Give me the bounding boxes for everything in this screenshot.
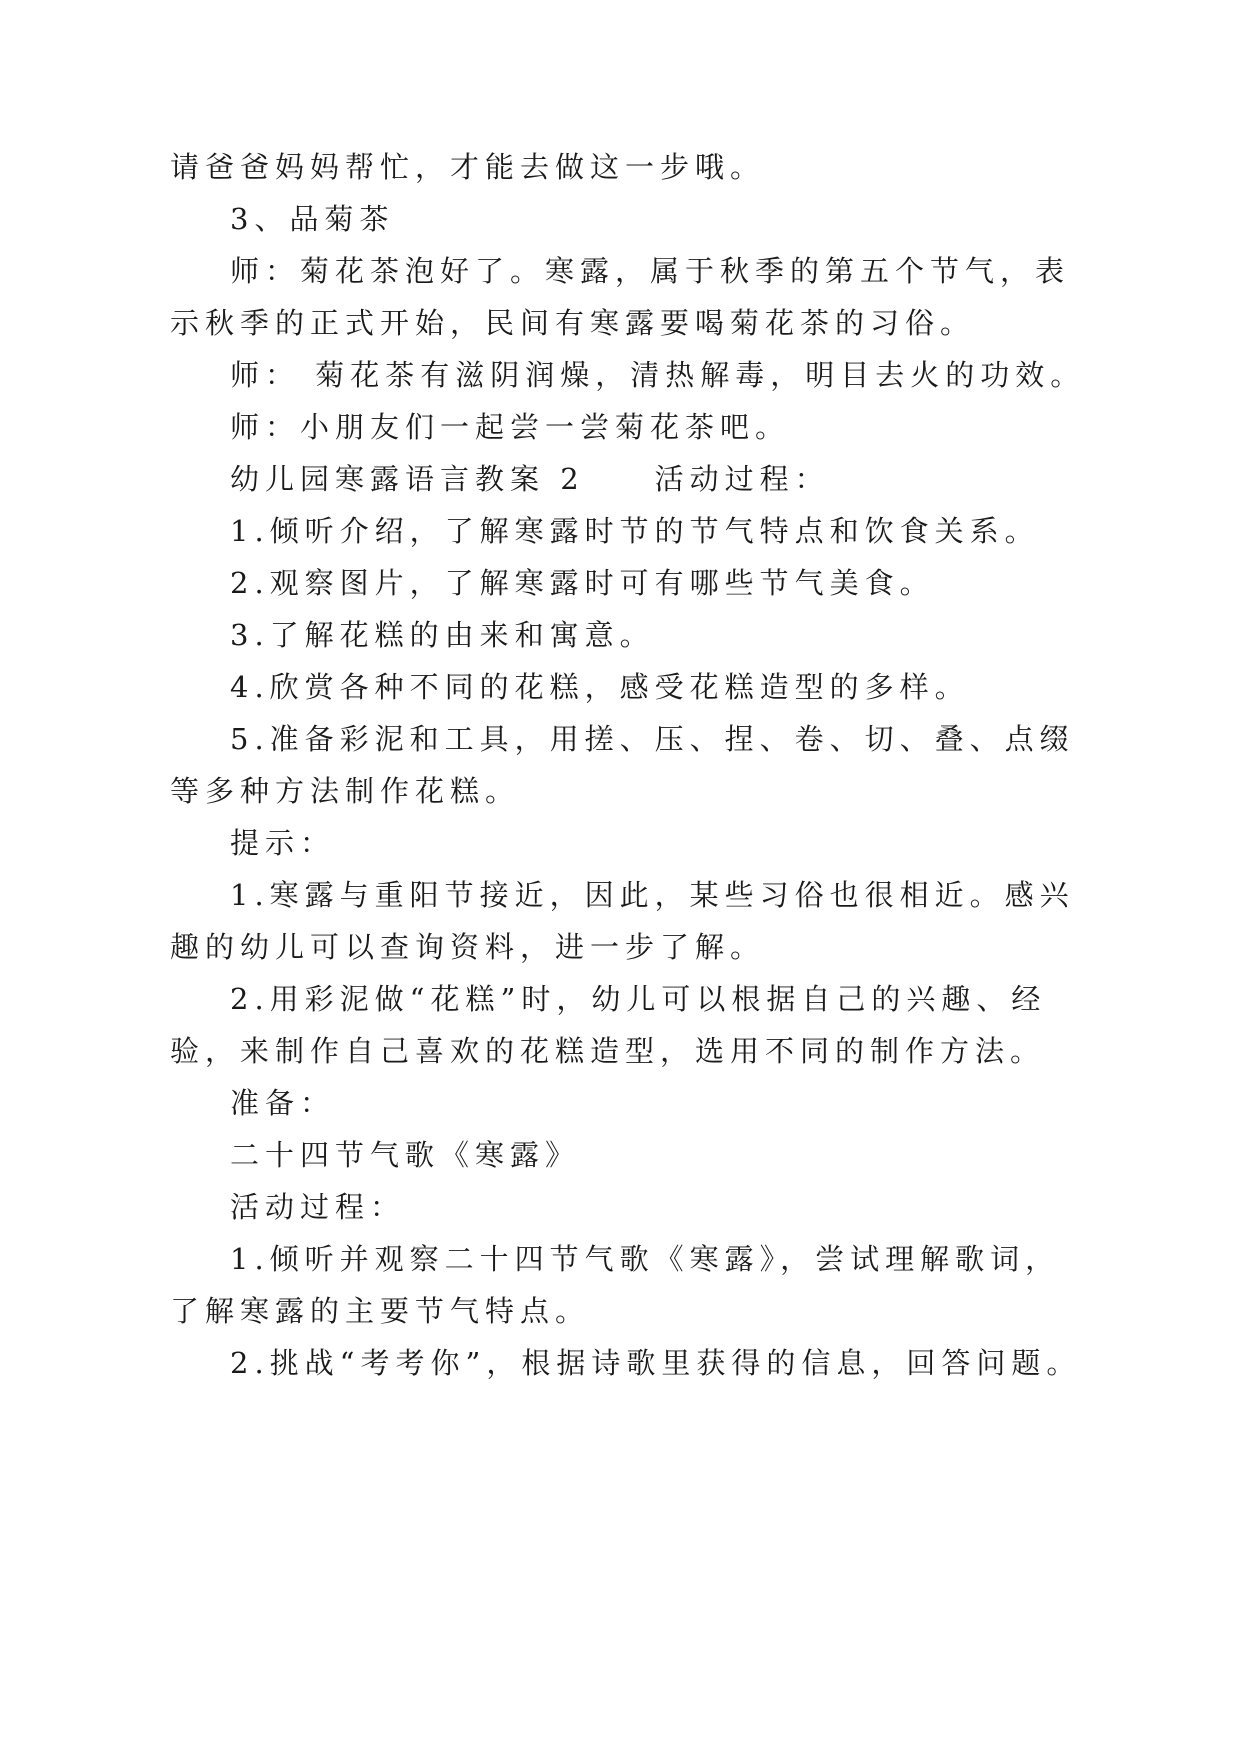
section-heading: 活动过程： bbox=[230, 1190, 406, 1224]
list-item: 1.寒露与重阳节接近，因此，某些习俗也很相近。感兴 bbox=[230, 878, 1075, 912]
text-line: 师：小朋友们一起尝一尝菊花茶吧。 bbox=[230, 410, 791, 444]
text-line: 了解寒露的主要节气特点。 bbox=[170, 1294, 591, 1328]
list-item: 1.倾听并观察二十四节气歌《寒露》，尝试理解歌词， bbox=[230, 1242, 1061, 1276]
text-line: 趣的幼儿可以查询资料，进一步了解。 bbox=[170, 930, 766, 964]
text-line: 等多种方法制作花糕。 bbox=[170, 774, 521, 808]
text-line: 示秋季的正式开始，民间有寒露要喝菊花茶的习俗。 bbox=[170, 306, 976, 340]
text-line: 验，来制作自己喜欢的花糕造型，选用不同的制作方法。 bbox=[170, 1034, 1046, 1068]
text-line: 师：菊花茶泡好了。寒露，属于秋季的第五个节气，表 bbox=[230, 254, 1071, 288]
text-line: 请爸爸妈妈帮忙，才能去做这一步哦。 bbox=[170, 150, 766, 184]
text-line: 师： 菊花茶有滋阴润燥，清热解毒，明目去火的功效。 bbox=[230, 358, 1086, 392]
text-line: 二十四节气歌《寒露》 bbox=[230, 1138, 581, 1172]
section-heading: 3、品菊茶 bbox=[230, 202, 395, 236]
section-heading: 提示： bbox=[230, 826, 336, 860]
list-item: 2.用彩泥做“花糕”时，幼儿可以根据自己的兴趣、经 bbox=[230, 982, 1047, 1016]
section-heading: 幼儿园寒露语言教案 2 活动过程： bbox=[230, 462, 830, 496]
section-heading: 准备： bbox=[230, 1086, 336, 1120]
list-item: 2.挑战“考考你”，根据诗歌里获得的信息，回答问题。 bbox=[230, 1346, 1082, 1380]
list-item: 3.了解花糕的由来和寓意。 bbox=[230, 618, 655, 652]
list-item: 1.倾听介绍，了解寒露时节的节气特点和饮食关系。 bbox=[230, 514, 1040, 548]
list-item: 4.欣赏各种不同的花糕，感受花糕造型的多样。 bbox=[230, 670, 970, 704]
list-item: 5.准备彩泥和工具，用搓、压、捏、卷、切、叠、点缀 bbox=[230, 722, 1075, 756]
list-item: 2.观察图片，了解寒露时可有哪些节气美食。 bbox=[230, 566, 935, 600]
